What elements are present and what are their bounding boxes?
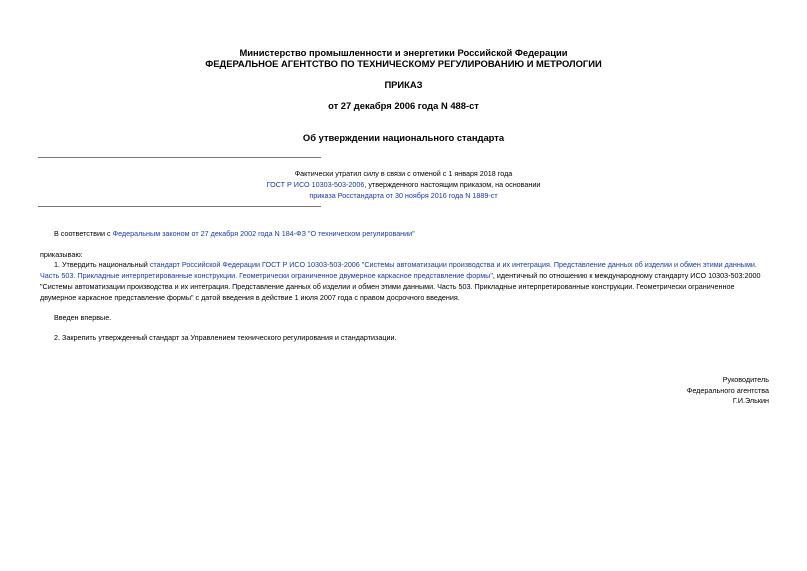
status-note-line2 <box>0 180 807 189</box>
signature-position: Руководитель <box>722 375 769 384</box>
order-word: приказываю: <box>40 250 83 259</box>
status-note-line1: Фактически утратил силу в связи с отменой с 1 января 2018 года <box>294 169 513 178</box>
agency-heading: ФЕДЕРАЛЬНОЕ АГЕНТСТВО ПО ТЕХНИЧЕСКОМУ РЕГУЛИРОВАНИЮ И МЕТРОЛОГИИ <box>205 58 602 69</box>
status-note-line3 <box>0 191 807 200</box>
item1-prefix: 1. Утвердить национальный <box>54 260 150 269</box>
gost-link[interactable]: ГОСТ Р ИСО 10303-503-2006 <box>266 180 365 189</box>
signature-agency: Федерального агентства <box>686 386 769 395</box>
item1-suffix: , идентичный по отношению к международному стандарту ИСО 10303-503:2000 "Системы автоматизации производства и их интеграция. Представление данных об изделии и обмен этими данными. Часть 503. Прикладные интерпретированные конструкции. Геометрически ограниченное двумерное каркасное представление формы" с датой введения в действие 1 июля 2007 года с правом досрочного введения. <box>40 271 761 302</box>
bottom-divider <box>38 206 321 207</box>
intro-paragraph <box>40 228 770 239</box>
intro-prefix: В соответствии с <box>54 229 113 238</box>
status-note-line2-text: , утвержденного настоящим приказом, на основании <box>364 180 541 189</box>
document-date-number: от 27 декабря 2006 года N 488-ст <box>328 100 479 111</box>
standard-link[interactable]: стандарт Российской Федерации ГОСТ Р ИСО 10303-503-2006 "Системы автоматизации производства и их интеграция. Представление данных об изделии и обмен этими данными. Часть 503. Прикладные интерпретированные конструкции. Геометрически ограниченное двумерное каркасное представление формы" <box>40 260 757 280</box>
item2-paragraph: 2. Закрепить утвержденный стандарт за Управлением технического регулирования и стандартизации. <box>54 333 397 342</box>
federal-law-link[interactable]: Федеральным законом от 27 декабря 2002 года N 184-ФЗ "О техническом регулировании" <box>112 229 415 238</box>
item1-paragraph <box>40 259 770 303</box>
introduced-note: Введен впервые. <box>54 313 112 322</box>
rosstandart-order-link[interactable]: приказа Росстандарта от 30 ноября 2016 года N 1889-ст <box>309 191 498 200</box>
signature-name: Г.И.Элькин <box>732 396 769 405</box>
document-type: ПРИКАЗ <box>384 79 423 90</box>
document-title: Об утверждении национального стандарта <box>302 132 505 143</box>
ministry-heading: Министерство промышленности и энергетики Российской Федерации <box>239 47 568 58</box>
top-divider <box>38 157 321 158</box>
